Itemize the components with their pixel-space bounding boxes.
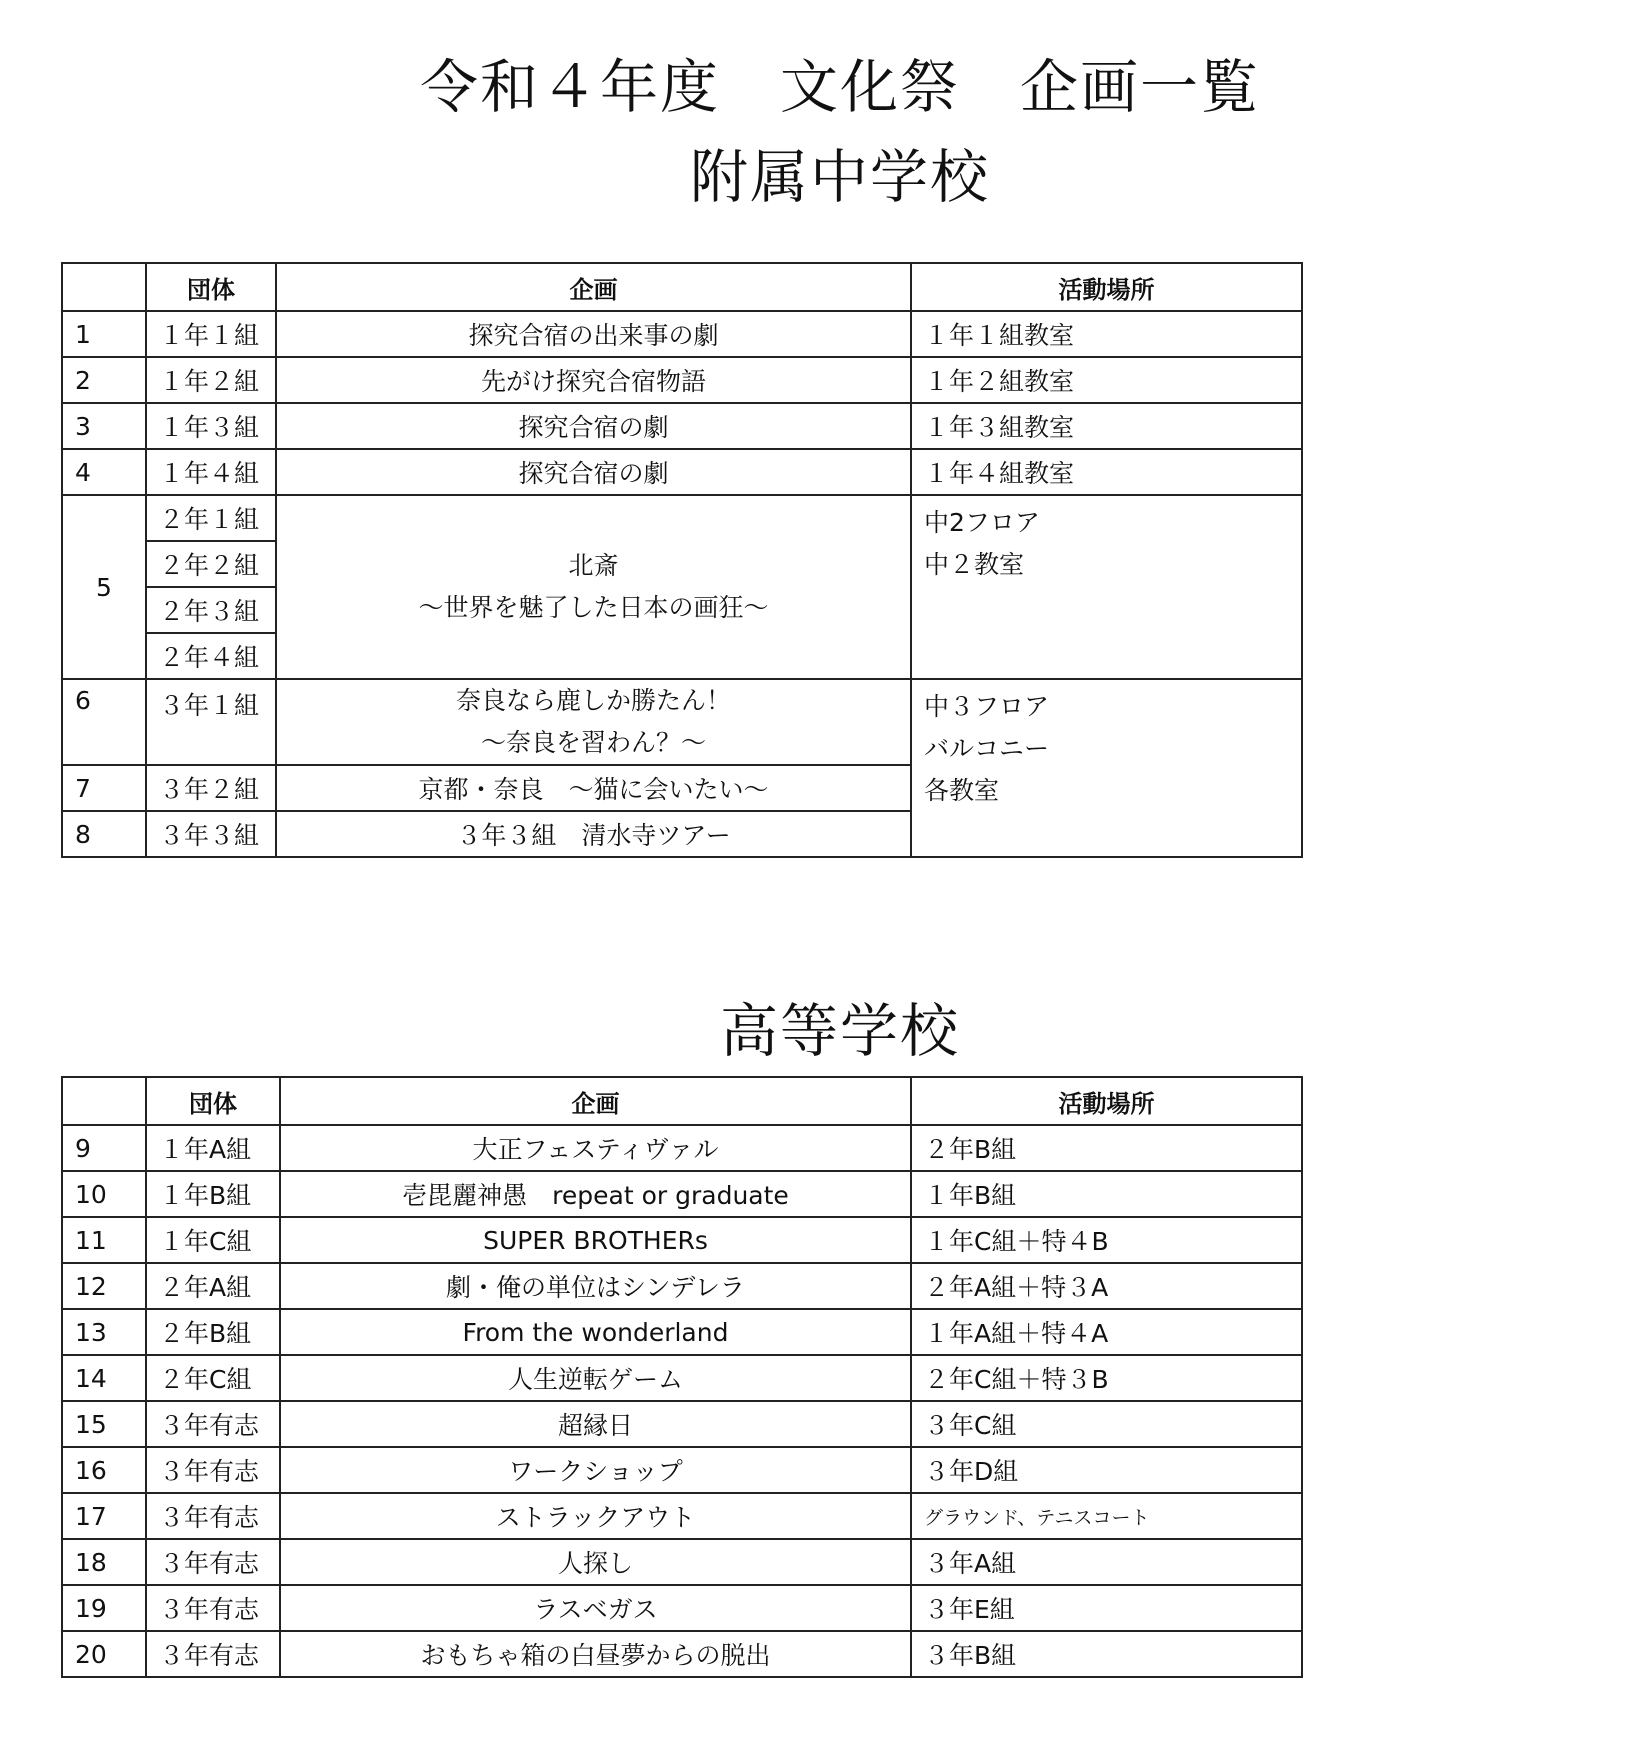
- row-group: １年１組: [146, 311, 276, 357]
- row-plan: 人探し: [280, 1539, 911, 1585]
- row-plan: ワークショップ: [280, 1447, 911, 1493]
- row-number: 19: [62, 1585, 146, 1631]
- row-group: ２年C組: [146, 1355, 280, 1401]
- table-row: [62, 1631, 1302, 1677]
- row-group: ３年３組: [146, 811, 276, 857]
- table-row: [62, 1309, 1302, 1355]
- row-plan: 壱毘麗神愚 repeat or graduate: [280, 1171, 911, 1217]
- row-group: ３年有志: [146, 1539, 280, 1585]
- row-group: １年C組: [146, 1217, 280, 1263]
- row-plan: [276, 495, 911, 679]
- row-place: １年B組: [911, 1171, 1302, 1217]
- row-group: ２年３組: [146, 587, 276, 633]
- row-number: 11: [62, 1217, 146, 1263]
- row-group: ３年有志: [146, 1631, 280, 1677]
- row-number: 9: [62, 1125, 146, 1171]
- header-place: 活動場所: [911, 263, 1302, 311]
- high-school-table: [61, 1076, 1303, 1678]
- row-plan: 大正フェスティヴァル: [280, 1125, 911, 1171]
- table-row: [62, 679, 1302, 765]
- row-number: 3: [62, 403, 146, 449]
- row-plan: 超縁日: [280, 1401, 911, 1447]
- table-row: [62, 1263, 1302, 1309]
- row-plan: From the wonderland: [280, 1309, 911, 1355]
- table-row: [62, 1493, 1302, 1539]
- row-plan: 人生逆転ゲーム: [280, 1355, 911, 1401]
- plan-line: ～世界を魅了した日本の画狂～: [418, 593, 769, 622]
- row-group: １年４組: [146, 449, 276, 495]
- row-number: 8: [62, 811, 146, 857]
- row-plan: 探究合宿の出来事の劇: [276, 311, 911, 357]
- table-header-row: [62, 263, 1302, 311]
- row-group: ３年有志: [146, 1493, 280, 1539]
- plan-line: 奈良なら鹿しか勝たん！: [455, 686, 731, 715]
- row-number: 6: [62, 679, 146, 765]
- row-number: 4: [62, 449, 146, 495]
- row-plan: SUPER BROTHERs: [280, 1217, 911, 1263]
- row-place: ３年C組: [911, 1401, 1302, 1447]
- header-no: [62, 1077, 146, 1125]
- place-line: 中２教室: [924, 550, 1025, 579]
- row-place: ２年B組: [911, 1125, 1302, 1171]
- row-group: ２年２組: [146, 541, 276, 587]
- table-row: [62, 1217, 1302, 1263]
- page-title: 令和４年度 文化祭 企画一覧: [419, 53, 1260, 121]
- high-school-rows: [62, 1125, 1302, 1677]
- row-number: 7: [62, 765, 146, 811]
- table-row: [62, 1401, 1302, 1447]
- row-number: 14: [62, 1355, 146, 1401]
- header-no: [62, 263, 146, 311]
- row-number: 20: [62, 1631, 146, 1677]
- header-plan: 企画: [280, 1077, 911, 1125]
- header-group: 団体: [146, 263, 276, 311]
- table-row: [62, 1447, 1302, 1493]
- plan-line: 北斎: [568, 551, 619, 580]
- junior-high-title: 附属中学校: [689, 143, 990, 211]
- header-place: 活動場所: [911, 1077, 1302, 1125]
- row-plan: ラスベガス: [280, 1585, 911, 1631]
- row-group: ３年有志: [146, 1585, 280, 1631]
- row-group: １年２組: [146, 357, 276, 403]
- row-place: ３年E組: [911, 1585, 1302, 1631]
- row-number: 10: [62, 1171, 146, 1217]
- table-row: [62, 311, 1302, 357]
- row-plan: 先がけ探究合宿物語: [276, 357, 911, 403]
- row-place: ２年A組＋特３A: [911, 1263, 1302, 1309]
- table-row: [62, 495, 1302, 541]
- row-group: ２年１組: [146, 495, 276, 541]
- row-place: [911, 679, 1302, 857]
- row-plan: ストラックアウト: [280, 1493, 911, 1539]
- row-place: １年１組教室: [911, 311, 1302, 357]
- place-line: 各教室: [924, 776, 1000, 805]
- row-number: 15: [62, 1401, 146, 1447]
- row-place: １年４組教室: [911, 449, 1302, 495]
- row-group: ３年有志: [146, 1401, 280, 1447]
- row-group: ３年有志: [146, 1447, 280, 1493]
- header-plan: 企画: [276, 263, 911, 311]
- row-group: ２年A組: [146, 1263, 280, 1309]
- row-plan: おもちゃ箱の白昼夢からの脱出: [280, 1631, 911, 1677]
- table-row: [62, 1539, 1302, 1585]
- row-number: 18: [62, 1539, 146, 1585]
- row-place: １年A組＋特４A: [911, 1309, 1302, 1355]
- row-plan: 探究合宿の劇: [276, 403, 911, 449]
- row-number: 2: [62, 357, 146, 403]
- row-place: ３年D組: [911, 1447, 1302, 1493]
- row-group: １年A組: [146, 1125, 280, 1171]
- row-number: 12: [62, 1263, 146, 1309]
- row-number: 1: [62, 311, 146, 357]
- row-number: 5: [62, 495, 146, 679]
- table-header-row: [62, 1077, 1302, 1125]
- header-group: 団体: [146, 1077, 280, 1125]
- table-row: [62, 449, 1302, 495]
- row-plan: 京都・奈良 ～猫に会いたい～: [276, 765, 911, 811]
- row-place: １年C組＋特４B: [911, 1217, 1302, 1263]
- row-group: １年３組: [146, 403, 276, 449]
- row-group: １年B組: [146, 1171, 280, 1217]
- table-row: [62, 1355, 1302, 1401]
- table-row: [62, 1585, 1302, 1631]
- row-group: ２年B組: [146, 1309, 280, 1355]
- row-group: ３年２組: [146, 765, 276, 811]
- place-line: 中３フロア: [924, 692, 1050, 721]
- high-school-title: 高等学校: [719, 997, 960, 1065]
- row-plan: 探究合宿の劇: [276, 449, 911, 495]
- table-row: [62, 1171, 1302, 1217]
- row-place: グラウンド、テニスコート: [911, 1493, 1302, 1539]
- row-plan: [276, 679, 911, 765]
- table-row: [62, 357, 1302, 403]
- row-number: 16: [62, 1447, 146, 1493]
- row-place: ２年C組＋特３B: [911, 1355, 1302, 1401]
- row-place: １年３組教室: [911, 403, 1302, 449]
- row-plan: 劇・俺の単位はシンデレラ: [280, 1263, 911, 1309]
- row-plan: ３年３組 清水寺ツアー: [276, 811, 911, 857]
- row-number: 13: [62, 1309, 146, 1355]
- table-row: [62, 403, 1302, 449]
- place-line: 中2フロア: [924, 508, 1040, 537]
- plan-line: ～奈良を習わん？～: [480, 728, 706, 757]
- table-row: [62, 1125, 1302, 1171]
- row-place: ３年B組: [911, 1631, 1302, 1677]
- junior-high-table: [61, 262, 1303, 858]
- row-group: ３年１組: [146, 679, 276, 765]
- row-number: 17: [62, 1493, 146, 1539]
- row-group: ２年４組: [146, 633, 276, 679]
- row-place: １年２組教室: [911, 357, 1302, 403]
- row-place: [911, 495, 1302, 679]
- row-place: ３年A組: [911, 1539, 1302, 1585]
- place-line: バルコニー: [924, 734, 1050, 763]
